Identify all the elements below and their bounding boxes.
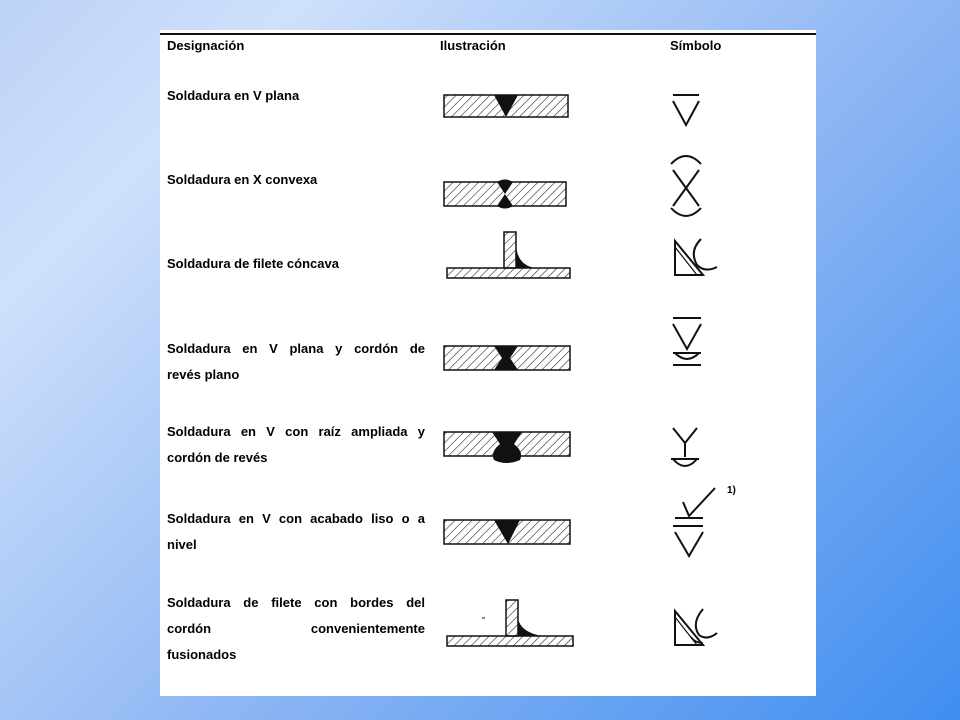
butt-weld-v-flush-icon — [442, 516, 572, 548]
row-5-line-1: Soldadura en V con raíz ampliada y — [167, 424, 425, 439]
row-1-designation — [167, 83, 425, 109]
row-6-designation — [167, 506, 425, 558]
footnote-marker: 1) — [727, 485, 736, 496]
header-symbol: Símbolo — [670, 38, 722, 53]
broad-root-backing-symbol-icon — [665, 425, 709, 473]
row-7-designation — [167, 590, 425, 668]
header-designation: Designación — [167, 38, 245, 53]
v-weld-flush-symbol-icon — [665, 482, 725, 558]
row-6-line-2: nivel — [167, 537, 197, 552]
x-weld-convex-symbol-icon — [665, 150, 709, 220]
row-7-line-3: fusionados — [167, 647, 237, 662]
row-2-line-1: Soldadura en X convexa — [167, 172, 318, 187]
butt-weld-broad-root-icon — [442, 428, 572, 464]
row-5-designation — [167, 419, 425, 471]
fillet-weld-concave-icon — [442, 230, 572, 282]
row-2-designation — [167, 167, 425, 193]
row-5-line-2: cordón de revés — [167, 450, 268, 465]
weld-symbols-table — [160, 30, 816, 696]
row-6-line-1: Soldadura en V con acabado liso o a — [167, 511, 425, 526]
row-7-line-1: Soldadura de filete con bordes del — [167, 595, 425, 610]
row-3-line-1: Soldadura de filete cóncava — [167, 256, 339, 271]
header-illustration: Ilustración — [440, 38, 506, 53]
butt-weld-v-backing-icon — [442, 342, 572, 374]
v-weld-flat-symbol-icon — [665, 92, 705, 128]
butt-weld-v-flat-icon — [442, 92, 572, 122]
fillet-blended-symbol-icon — [665, 605, 717, 649]
fillet-concave-symbol-icon — [665, 235, 713, 279]
butt-weld-x-convex-icon — [442, 176, 572, 212]
row-1-line-1: Soldadura en V plana — [167, 88, 300, 103]
row-4-line-2: revés plano — [167, 367, 240, 382]
fillet-weld-blended-toes-icon — [442, 598, 577, 652]
table-top-rule — [160, 33, 816, 35]
row-4-designation — [167, 336, 425, 388]
row-7-line-2: cordón convenientemente — [167, 621, 425, 636]
v-weld-backing-symbol-icon — [665, 315, 709, 375]
row-4-line-1: Soldadura en V plana y cordón de — [167, 341, 425, 356]
row-3-designation — [167, 251, 425, 277]
